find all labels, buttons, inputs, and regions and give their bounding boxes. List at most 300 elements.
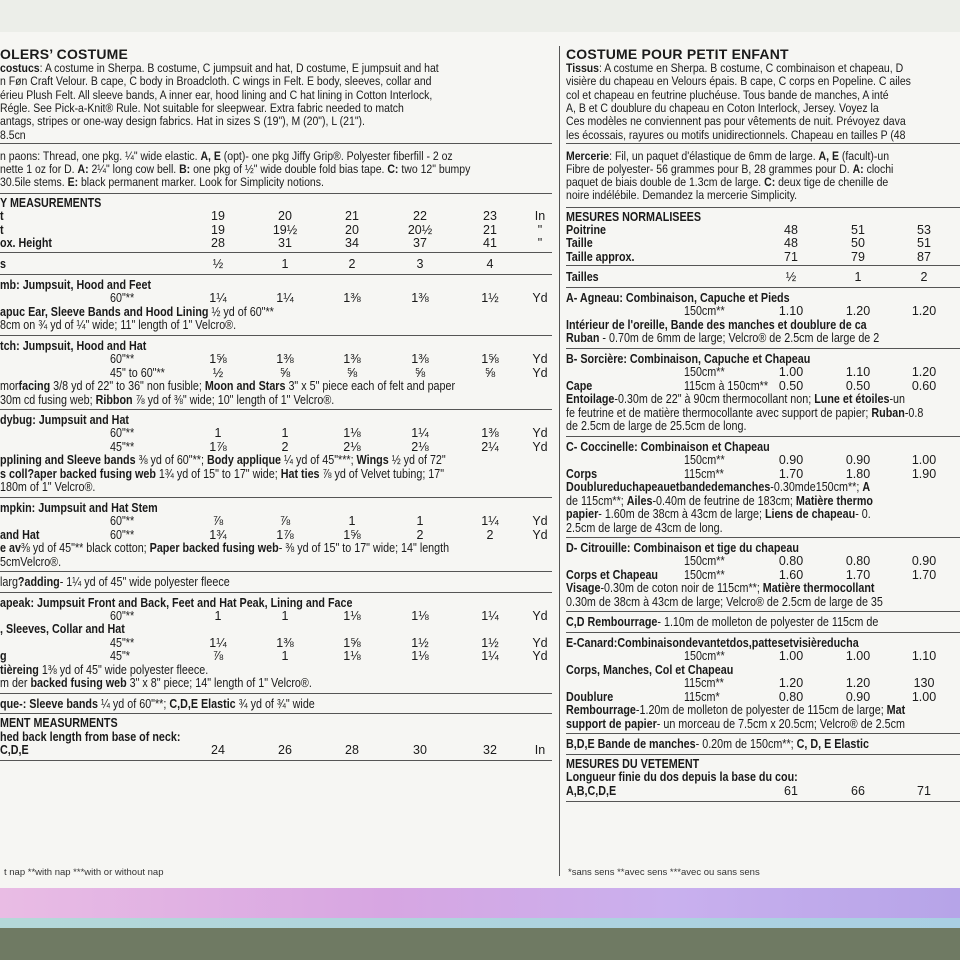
yardage-value: 1.10 <box>845 365 871 380</box>
section-text-inner <box>566 495 873 508</box>
notions-text: (opt)- one pkg Jiffy Grip®. Polyester fiberfill - 2 oz <box>220 148 453 163</box>
section-detail: 3" x 8" piece; 14" length of 1" Velcro®. <box>126 676 312 691</box>
measurements-header <box>0 197 118 210</box>
section-title <box>566 637 906 650</box>
yardage-value: 1.70 <box>778 466 804 481</box>
measurement-value: 20 <box>278 209 292 224</box>
yardage-label: Corps <box>566 466 598 481</box>
yardage-width: 60"** <box>110 514 135 529</box>
section-keyword: Moon and Stars <box>204 379 286 393</box>
section-text <box>0 481 111 494</box>
section-text <box>566 522 748 535</box>
section-detail: - un morceau de 7.5cm x 20.5cm; Velcro® de 2.5cm <box>656 716 905 731</box>
measurement-row <box>0 210 552 223</box>
garment-title-text: MESURES DU VETEMENT <box>566 756 700 771</box>
yardage-value: 2 <box>416 527 424 542</box>
fabric-text: 8.5cn <box>0 127 26 142</box>
yardage-value: 1 <box>416 514 424 529</box>
fabric-text: col et chapeau en feutrine pluchéuse. Tous bande de manches, A inté <box>566 87 889 102</box>
section-detail: de 115cm**; <box>566 493 627 508</box>
section-text-inner <box>566 407 923 420</box>
section-detail: 2.5cm de large de 43cm de long. <box>566 520 723 535</box>
section-keyword: C, D, E Elastic <box>796 737 869 752</box>
rule <box>566 611 960 612</box>
yardage-value: 1.20 <box>778 676 804 691</box>
yardage-value: 1.00 <box>778 649 804 664</box>
section-text-inner <box>0 468 444 481</box>
yardage-value: 0.50 <box>778 378 804 393</box>
yardage-value: 1½ <box>481 635 499 650</box>
section-text <box>566 495 923 508</box>
section-text-inner <box>0 623 125 636</box>
measurement-value: 41 <box>483 236 497 251</box>
section-title <box>0 502 183 515</box>
fabric-line <box>0 115 365 128</box>
measurement-value: 53 <box>917 222 931 237</box>
section-text-inner <box>566 718 905 731</box>
yardage-width: 115cm* <box>684 689 720 704</box>
section-keyword: A <box>862 480 871 494</box>
yardage-width: 150cm** <box>684 453 725 467</box>
section-text <box>566 508 920 521</box>
yardage-value: 1.10 <box>778 304 804 319</box>
section-detail: larg <box>0 575 18 590</box>
section-text <box>0 698 366 711</box>
yardage-value: 1⅝ <box>343 527 361 542</box>
section-text-inner <box>0 319 236 332</box>
yardage-width: 45" to 60"** <box>110 365 165 380</box>
section-detail: - 0.70m de 6mm de large; Velcro® de 2.5cm de large de 2 <box>599 331 880 346</box>
garment-value: 66 <box>851 783 865 798</box>
notions-label: Mercerie <box>566 148 610 163</box>
section-title-text: dybug: Jumpsuit and Hat <box>0 413 129 427</box>
notions-text: one pkg of ½" wide double fold bias tape. <box>190 162 388 176</box>
section-keyword: pplining and Sleeve bands <box>0 453 136 468</box>
section-text <box>566 393 960 406</box>
section-detail: 1⅜ yd of 45" wide polyester fleece. <box>38 662 209 677</box>
section-keyword: s coll?aper backed fusing web <box>0 466 156 481</box>
yardage-row <box>566 569 960 582</box>
yardage-value: 1¼ <box>481 608 499 623</box>
garment-unit: In <box>534 743 546 758</box>
garment-subtitle <box>566 771 835 784</box>
fabric-text: visière du chapeau en Velours épais. B cape, C corps en Popeline. C ailes <box>566 74 911 89</box>
yardage-value: ⅝ <box>484 365 496 380</box>
rule <box>566 436 960 437</box>
yardage-width: 60"** <box>110 352 135 366</box>
section-keyword: facing <box>18 379 51 393</box>
section-text <box>0 576 267 589</box>
notions-text: noire indélébile. Demandez la mercerie Simplicity. <box>566 188 798 203</box>
section-detail: -0.30m de 22" à 90cm thermocollant non; <box>614 392 815 407</box>
section-text-inner <box>566 522 723 535</box>
garment-label: A,B,C,D,E <box>566 783 617 798</box>
section-text-inner <box>0 698 315 711</box>
section-detail: - 1.60m de 38cm à 43cm de large; <box>598 507 765 521</box>
fabric-text: Régle. See Pick-a-Knit® Rule. Not suitable for sleepwear. Extra fabric needed to match <box>0 100 404 115</box>
section-text <box>566 718 960 731</box>
yardage-unit: Yd <box>532 291 548 306</box>
measurement-row <box>566 237 960 250</box>
yardage-value: ⅝ <box>279 365 291 380</box>
fabric-text: Ces modèles ne conviennent pas pour vêtements de nuit. Prévoyez dava <box>566 114 906 129</box>
section-detail: - 1.10m de molleton de polyester de 115cm de <box>657 615 879 630</box>
section-keyword: e av <box>0 541 21 556</box>
section-detail: 1¾ yd of 15" to 17" wide; <box>155 466 281 481</box>
section-detail: - 0. <box>855 507 871 521</box>
section-text-inner <box>566 393 905 406</box>
yardage-value: 1⅜ <box>411 352 429 366</box>
yardage-value: 1.90 <box>911 466 937 481</box>
measurement-label: ox. Height <box>0 236 52 251</box>
yardage-value: 1⅛ <box>411 649 429 664</box>
notions-key: A: <box>77 162 89 176</box>
section-title-text: apeak: Jumpsuit Front and Back, Feet and Hat Peak, Lining and Face <box>0 595 353 610</box>
section-text-inner <box>0 454 446 467</box>
yardage-value: 1⅛ <box>411 608 429 623</box>
yardage-value: ⅞ <box>212 514 224 529</box>
pattern-instruction-sheet <box>0 32 960 888</box>
yardage-value: 0.80 <box>778 689 804 704</box>
yardage-value: ½ <box>212 365 224 380</box>
section-text <box>0 556 71 569</box>
section-keyword: Wings <box>356 453 389 468</box>
yardage-value: 1½ <box>411 635 429 650</box>
measurement-value: 34 <box>345 236 359 251</box>
garment-row <box>566 785 960 798</box>
section-text-inner <box>566 582 875 595</box>
section-text-inner <box>566 420 746 433</box>
rule <box>566 754 960 755</box>
sizes-label: s <box>0 256 6 271</box>
section-keyword: backed fusing web <box>30 676 127 691</box>
yardage-value: 1.00 <box>911 689 937 704</box>
section-text-inner <box>566 596 883 609</box>
yardage-value: 0.80 <box>845 554 871 569</box>
section-detail: -0.30m de coton noir de 115cm**; <box>600 581 763 596</box>
measurement-row <box>566 251 960 264</box>
measurement-value: 21 <box>483 222 497 237</box>
section-keyword: B,D,E Bande de manches <box>566 737 696 752</box>
section-text <box>566 407 960 420</box>
notions-text: black permanent marker. Look for Simplicity notions. <box>78 175 324 190</box>
section-keyword: apuc Ear, Sleeve Bands and Hood Lining <box>0 304 209 319</box>
section-title <box>566 353 850 366</box>
rule <box>0 193 552 194</box>
section-detail: - 1¼ yd of 45" wide polyester fleece <box>59 575 230 590</box>
yardage-value: 1⅞ <box>276 527 294 542</box>
notions-line <box>566 189 797 202</box>
section-text-inner <box>0 481 95 494</box>
yardage-value: 1.20 <box>845 676 871 691</box>
measurement-row <box>0 224 552 237</box>
yardage-row <box>566 380 960 393</box>
section-detail: de 2.5cm de large de 25.5cm de long. <box>566 419 747 434</box>
section-detail: ⅞ yd of ⅜" wide; 10" length of 1" Velcro®. <box>132 392 335 407</box>
section-detail: - ⅜ yd of 15" to 17" wide; 14" length <box>278 541 450 556</box>
size-value: ½ <box>785 270 797 285</box>
yardage-unit: Yd <box>532 649 548 664</box>
measurement-value: 48 <box>784 222 798 237</box>
section-keyword: Entoilage <box>566 392 615 407</box>
measurement-value: 19 <box>211 222 225 237</box>
column-title: COSTUME POUR PETIT ENFANT <box>566 46 789 62</box>
size-value: 2 <box>920 270 928 285</box>
rule <box>566 265 960 266</box>
section-title-text: mb: Jumpsuit, Hood and Feet <box>0 277 152 292</box>
yardage-width: 60"** <box>110 608 135 623</box>
french-column <box>566 32 960 888</box>
fabric-text: antags, stripes or one-way design fabrics. Hat in sizes S (19"), M (20"), L (21"). <box>0 114 365 129</box>
yardage-value: 1¼ <box>209 291 227 306</box>
section-text <box>0 664 242 677</box>
color-stripe-cyan <box>0 918 960 928</box>
measurement-value: 21 <box>345 209 359 224</box>
section-detail: - 0.20m de 150cm**; <box>695 737 797 752</box>
section-text <box>566 319 916 332</box>
yardage-value: 1 <box>214 426 222 441</box>
section-detail: -un <box>889 392 906 407</box>
section-detail: -0.40m de feutrine de 183cm; <box>652 493 796 508</box>
yardage-value: 2 <box>486 527 494 542</box>
measurement-label: Taille <box>566 236 593 251</box>
yardage-width: 150cm** <box>684 304 725 319</box>
section-text <box>566 664 760 677</box>
yardage-row <box>566 468 960 481</box>
yardage-width: 45"** <box>110 439 135 454</box>
measurement-unit: " <box>537 236 543 251</box>
section-keyword: ?adding <box>17 575 60 590</box>
section-detail: ¼ yd of 45"***; <box>281 453 357 468</box>
fabric-text: n Føn Craft Velour. B cape, C body in Broadcloth. C wings in Felt. E body, sleeves, collar and <box>0 74 432 89</box>
section-text <box>566 481 920 494</box>
section-title-text: tch: Jumpsuit, Hood and Hat <box>0 338 147 353</box>
section-text <box>0 306 318 319</box>
color-stripe-pink <box>0 888 960 918</box>
section-text <box>0 623 145 636</box>
measurement-unit: In <box>534 209 546 224</box>
section-title-text: D- Citrouille: Combinaison et tige du chapeau <box>566 541 799 555</box>
section-keyword: support de papier <box>566 716 657 731</box>
section-text <box>566 616 929 629</box>
size-value: 1 <box>854 270 862 285</box>
notions-text: : Fil, un paquet d'élastique de 6mm de large. <box>609 148 819 163</box>
garment-title <box>566 758 721 771</box>
yardage-value: 130 <box>913 676 935 691</box>
section-text <box>0 394 389 407</box>
section-keyword: Matière thermocollant <box>762 581 875 596</box>
yardage-value: 1 <box>281 649 289 664</box>
yardage-value: 1⅛ <box>343 426 361 441</box>
column-divider <box>559 46 560 876</box>
yardage-value: 1⅞ <box>209 439 227 454</box>
yardage-unit: Yd <box>532 439 548 454</box>
section-detail: 3/8 yd of 22" to 36" non fusible; <box>50 379 205 393</box>
fabric-text: : A costume en Sherpa. B costume, C combinaison et chapeau, D <box>599 61 904 75</box>
rule <box>0 713 552 714</box>
measurement-row <box>0 237 552 250</box>
section-text-inner <box>0 380 455 393</box>
top-margin <box>0 0 960 32</box>
yardage-label: Cape <box>566 378 593 393</box>
section-keyword: Ruban <box>566 331 600 346</box>
rule <box>566 632 960 633</box>
yardage-width: 60"** <box>110 291 135 306</box>
section-keyword: papier <box>566 507 599 521</box>
yardage-unit: Yd <box>532 527 548 542</box>
notions-text: nette 1 oz for D. <box>0 162 78 176</box>
section-keyword: Hat ties <box>280 466 320 481</box>
yardage-value: 1.10 <box>911 649 937 664</box>
garment-value: 30 <box>413 743 427 758</box>
section-detail: -1.20m de molleton de polyester de 115cm de large; <box>635 703 887 718</box>
section-title <box>0 414 150 427</box>
yardage-value: 1.20 <box>911 304 937 319</box>
measurement-value: 20 <box>345 222 359 237</box>
section-detail: 8cm on ¾ yd of ¼" wide; 11" length of 1" Velcro®. <box>0 318 237 333</box>
notions-key: A: <box>852 162 864 176</box>
section-text-inner <box>566 664 733 677</box>
garment-subtitle-text: hed back length from base of neck: <box>0 729 181 744</box>
section-title <box>0 597 410 610</box>
yardage-unit: Yd <box>532 608 548 623</box>
section-detail: 0.30m de 38cm à 43cm de large; Velcro® de 2.5cm de large de 35 <box>566 594 883 609</box>
section-text-inner <box>566 738 869 751</box>
rule <box>0 571 552 572</box>
section-detail: 5cmVelcro®. <box>0 554 62 569</box>
section-detail: 30m cd fusing web; <box>0 392 96 407</box>
yardage-value: 1⅛ <box>343 608 361 623</box>
measurement-value: 19½ <box>272 222 298 237</box>
notions-text: (facult)-un <box>838 148 890 163</box>
yardage-value: 1 <box>348 514 356 529</box>
size-value: 2 <box>348 256 356 271</box>
yardage-value: ⅞ <box>212 649 224 664</box>
garment-label: C,D,E <box>0 743 29 758</box>
section-keyword: que-: Sleeve bands <box>0 696 98 711</box>
measurement-value: 20½ <box>407 222 433 237</box>
rule <box>566 348 960 349</box>
yardage-width: 150cm** <box>684 365 725 380</box>
yardage-label: and Hat <box>0 527 40 542</box>
section-text-inner <box>0 394 334 407</box>
section-text <box>0 468 516 481</box>
measurements-title: Y MEASUREMENTS <box>0 196 102 211</box>
yardage-value: 1⅜ <box>276 352 294 366</box>
fabric-text: érieu Plush Felt. All sleeve bands, A inner ear, hood lining and C hat lining in Cotton Interlock, <box>0 87 433 102</box>
section-detail: ⅞ yd of Velvet tubing; 17" <box>319 466 445 481</box>
section-title-text: E-Canard:Combinaisondevantetdos,pattesetvisièreducha <box>566 635 859 650</box>
measurement-unit: " <box>537 222 543 237</box>
yardage-value: 0.80 <box>778 554 804 569</box>
yardage-value: 1.60 <box>778 567 804 582</box>
english-column <box>0 32 552 888</box>
section-detail: ½ yd of 60"** <box>208 304 274 319</box>
yardage-value: 1⅜ <box>343 352 361 366</box>
size-value: 1 <box>281 256 289 271</box>
section-title-text: C- Coccinelle: Combinaison et Chapeau <box>566 439 770 454</box>
notions-text: Fibre de polyester- 56 grammes pour B, 28 grammes pour D. <box>566 162 853 176</box>
rule <box>0 409 552 410</box>
garment-value: 26 <box>278 743 292 758</box>
yardage-value: ⅞ <box>279 514 291 529</box>
rule <box>0 252 552 253</box>
section-detail: mor <box>0 379 19 393</box>
section-keyword: Body applique <box>206 453 282 468</box>
yardage-row <box>566 691 960 704</box>
yardage-unit: Yd <box>532 635 548 650</box>
section-title-text: A- Agneau: Combinaison, Capuche et Pieds <box>566 291 790 306</box>
section-keyword: Liens de chapeau <box>764 507 856 521</box>
fabric-label: costucs <box>0 61 40 75</box>
garment-subtitle <box>0 731 210 744</box>
section-title <box>566 542 837 555</box>
rule <box>0 143 552 144</box>
fabric-line <box>0 129 26 142</box>
sizes-row <box>566 271 960 284</box>
measurement-value: 19 <box>211 209 225 224</box>
yardage-width: 150cm** <box>684 649 725 664</box>
section-text-inner <box>0 542 449 555</box>
section-detail: -0.8 <box>904 405 924 420</box>
section-text <box>566 738 918 751</box>
garment-value: 71 <box>917 783 931 798</box>
section-keyword: Ailes <box>626 493 653 508</box>
section-text <box>566 332 930 345</box>
section-text-inner <box>0 306 274 319</box>
garment-subtitle-text: Longueur finie du dos depuis la base du cou: <box>566 770 798 785</box>
section-text <box>0 454 518 467</box>
rule <box>566 733 960 734</box>
section-keyword: Ribbon <box>95 392 133 407</box>
footnote: *sans sens **avec sens ***avec ou sans sens <box>568 867 760 878</box>
sizes-label: Tailles <box>566 270 599 285</box>
section-text-inner <box>566 616 878 629</box>
yardage-value: 1¾ <box>209 527 227 542</box>
yardage-value: ⅝ <box>346 365 358 380</box>
yardage-value: 1¼ <box>209 635 227 650</box>
rule <box>0 760 552 761</box>
section-keyword: Paper backed fusing web <box>149 541 279 556</box>
section-detail: ¼ yd of 60"**; <box>97 696 170 711</box>
yardage-value: 1 <box>281 608 289 623</box>
rule <box>0 274 552 275</box>
yardage-row <box>0 529 552 542</box>
rule <box>566 537 960 538</box>
section-keyword: C,D Rembourrage <box>566 615 658 630</box>
section-text-inner <box>566 481 870 494</box>
section-keyword: Corps, Manches, Col et Chapeau <box>566 662 734 677</box>
section-title <box>566 292 826 305</box>
fabric-label: Tissus <box>566 61 600 75</box>
measurement-value: 79 <box>851 249 865 264</box>
yardage-value: 1⅜ <box>411 291 429 306</box>
notions-text: 2¼" long cow bell. <box>88 162 180 176</box>
section-title-text: mpkin: Jumpsuit and Hat Stem <box>0 500 158 515</box>
yardage-value: 1⅛ <box>343 649 361 664</box>
yardage-value: 1.70 <box>845 567 871 582</box>
section-text-inner <box>0 556 61 569</box>
footnote: t nap **with nap ***with or without nap <box>4 867 164 878</box>
section-detail: ⅜ yd of 60"**; <box>135 453 207 468</box>
rule <box>0 592 552 593</box>
yardage-value: 0.90 <box>845 689 871 704</box>
section-title <box>0 340 170 353</box>
yardage-value: 1.20 <box>845 304 871 319</box>
measurement-value: 37 <box>413 236 427 251</box>
measurement-value: 31 <box>278 236 292 251</box>
section-text-inner <box>0 576 230 589</box>
